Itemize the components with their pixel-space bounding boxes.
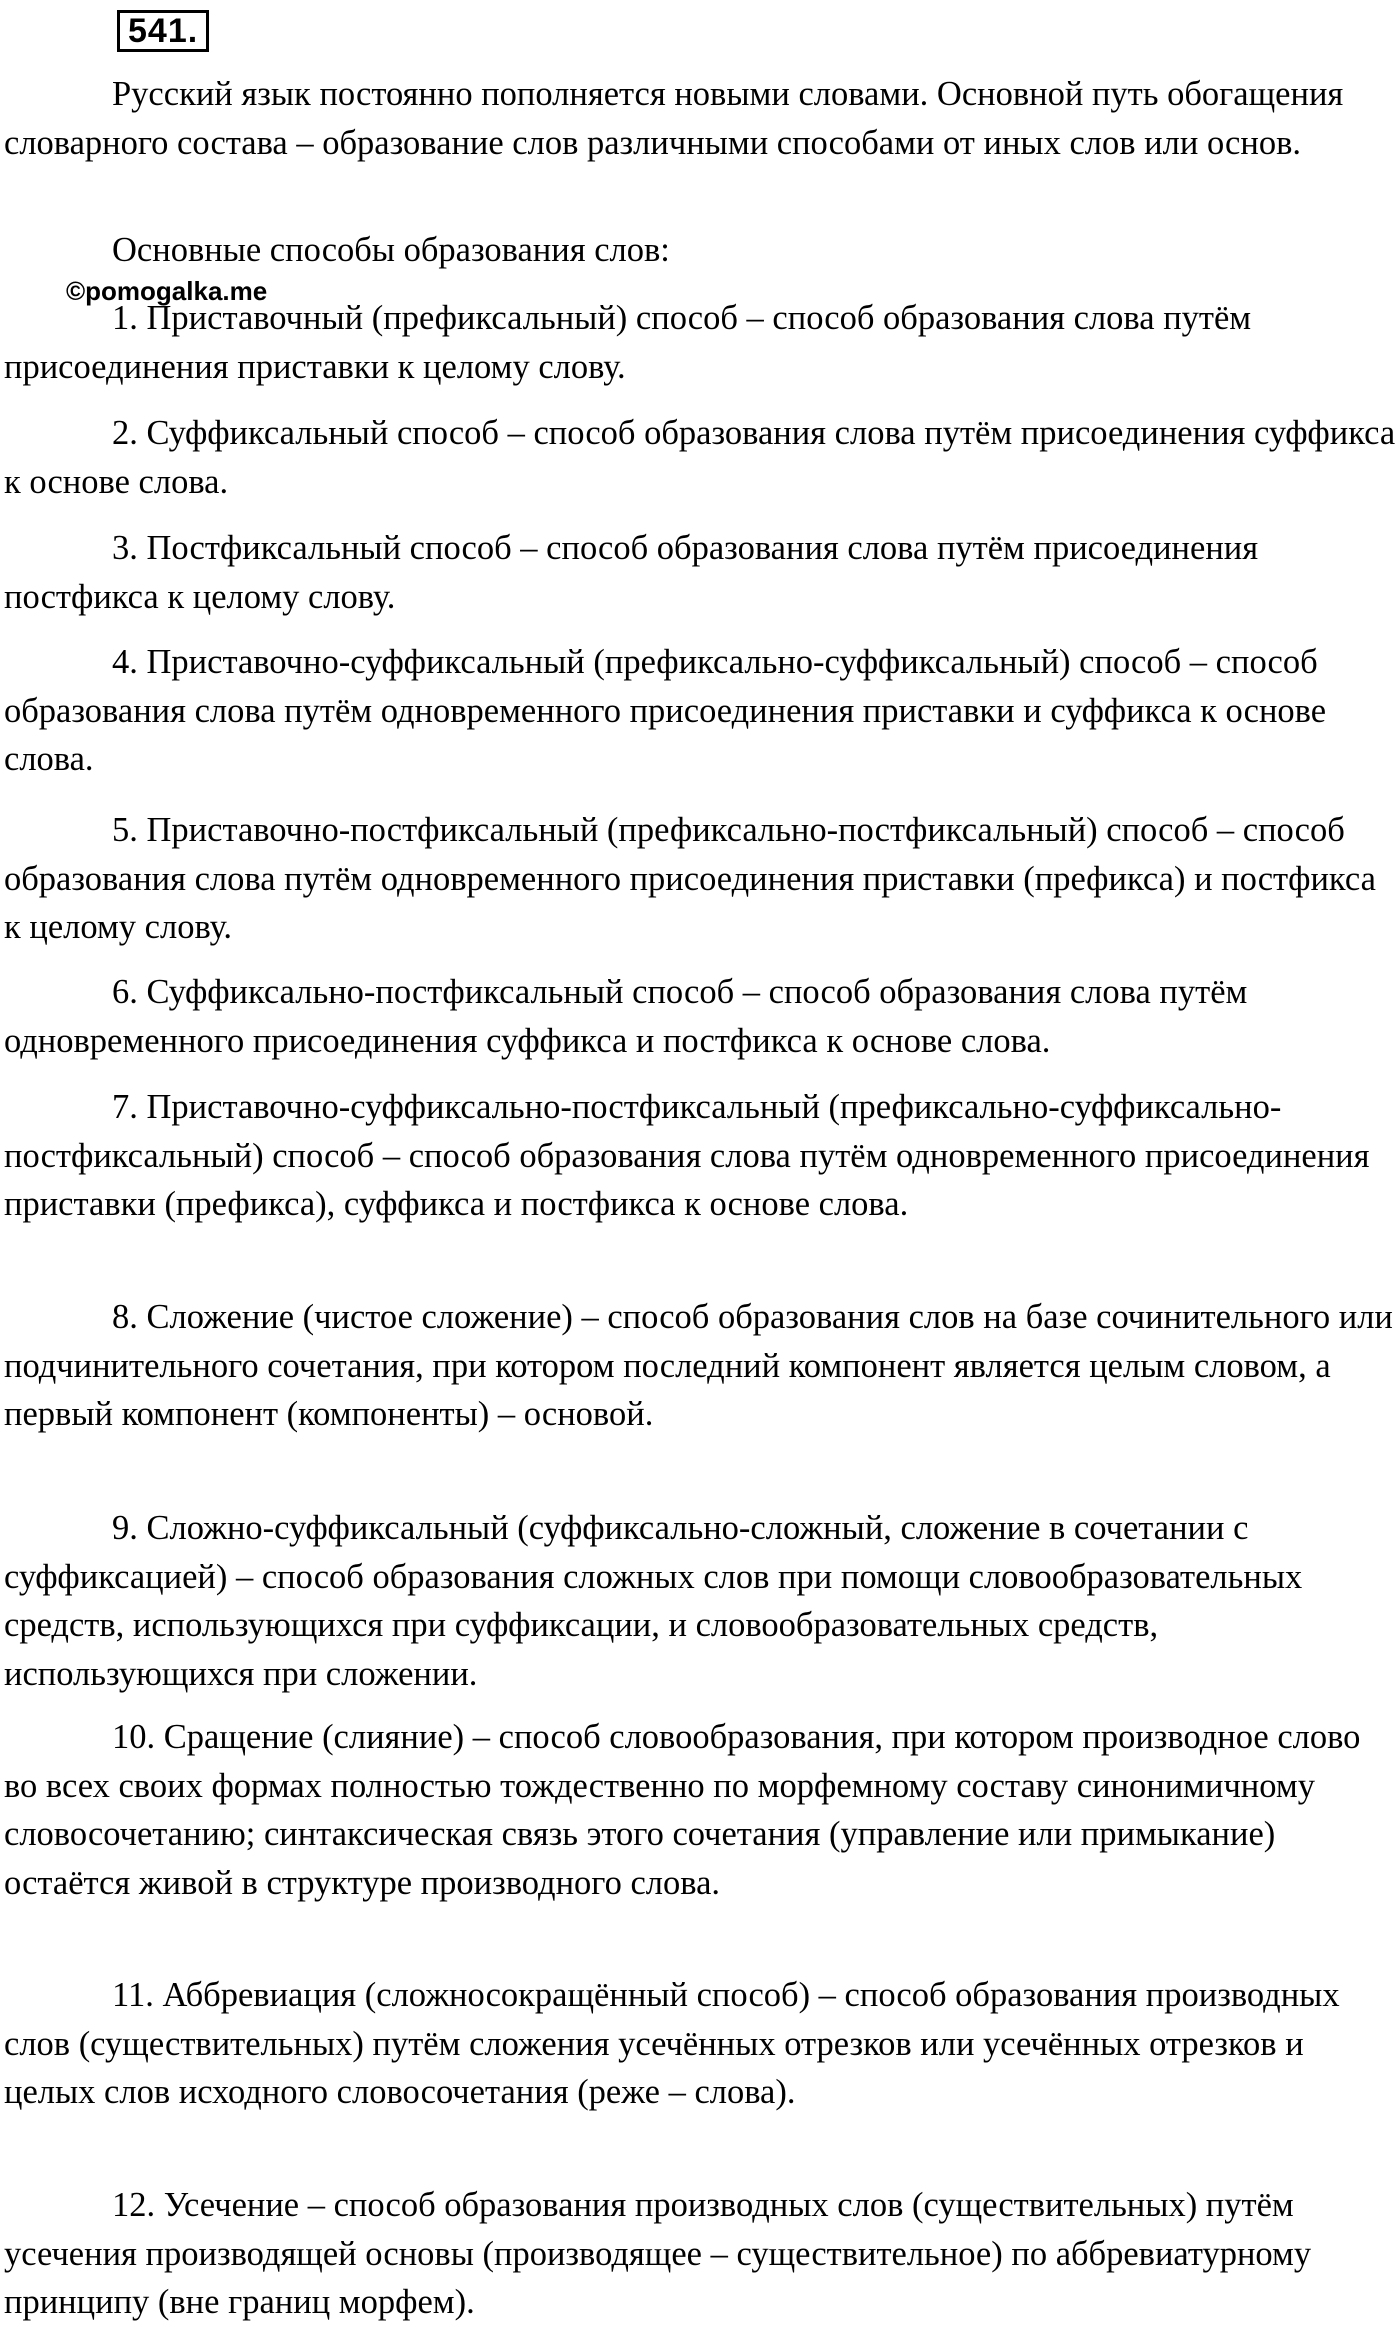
- list-item-9: 9. Сложно-суффиксальный (суффиксально-сложный, сложение в сочетании с суффиксацией) – способ образования сложных слов при помощи словообразовательных средств, использующихся при суффиксации, и словообразовательных средств, использующихся при сложении.: [4, 1509, 1303, 1693]
- watermark: ©pomogalka.me: [66, 276, 268, 306]
- list-item-7: 7. Приставочно-суффиксально-постфиксальный (префиксально-суффиксально-постфиксальный) способ – способ образования слова путём одновременного присоединения приставки (префикса), суффикса и постфикса к основе слова.: [4, 1088, 1370, 1223]
- list-item-3: 3. Постфиксальный способ – способ образования слова путём присоединения постфикса к целому слову.: [4, 529, 1259, 616]
- list-item-8: 8. Сложение (чистое сложение) – способ образования слов на базе сочинительного или подчинительного сочетания, при котором последний компонент является целым словом, а первый компонент (компоненты) – основой.: [4, 1298, 1393, 1433]
- exercise-number: 541.: [117, 10, 209, 52]
- list-item-2: 2. Суффиксальный способ – способ образования слова путём присоединения суффикса к основе слова.: [4, 414, 1396, 501]
- list-item-4: 4. Приставочно-суффиксальный (префиксально-суффиксальный) способ – способ образования слова путём одновременного присоединения приставки и суффикса к основе слова.: [4, 643, 1327, 778]
- list-item-1: 1. Приставочный (префиксальный) способ – способ образования слова путём присоединения приставки к целому слову.: [4, 299, 1252, 386]
- list-heading: Основные способы образования слов:: [112, 231, 670, 269]
- list-item-5: 5. Приставочно-постфиксальный (префиксально-постфиксальный) способ – способ образования слова путём одновременного присоединения приставки (префикса) и постфикса к целому слову.: [4, 811, 1376, 946]
- list-item-10: 10. Сращение (слияние) – способ словообразования, при котором производное слово во всех своих формах полностью тождественно по морфемному составу синонимичному словосочетанию; синтаксическая связь этого сочетания (управление или примыкание) остаётся живой в структуре производного слова.: [4, 1718, 1361, 1902]
- list-item-12: 12. Усечение – способ образования производных слов (существительных) путём усечения производящей основы (производящее – существительное) по аббревиатурному принципу (вне границ морфем).: [4, 2186, 1312, 2321]
- intro-paragraph: Русский язык постоянно пополняется новыми словами. Основной путь обогащения словарного состава – образование слов различными способами от иных слов или основ.: [4, 75, 1344, 162]
- list-item-11: 11. Аббревиация (сложносокращённый способ) – способ образования производных слов (существительных) путём сложения усечённых отрезков или усечённых отрезков и целых слов исходного словосочетания (реже – слова).: [4, 1976, 1340, 2111]
- list-item-6: 6. Суффиксально-постфиксальный способ – способ образования слова путём одновременного присоединения суффикса и постфикса к основе слова.: [4, 973, 1248, 1060]
